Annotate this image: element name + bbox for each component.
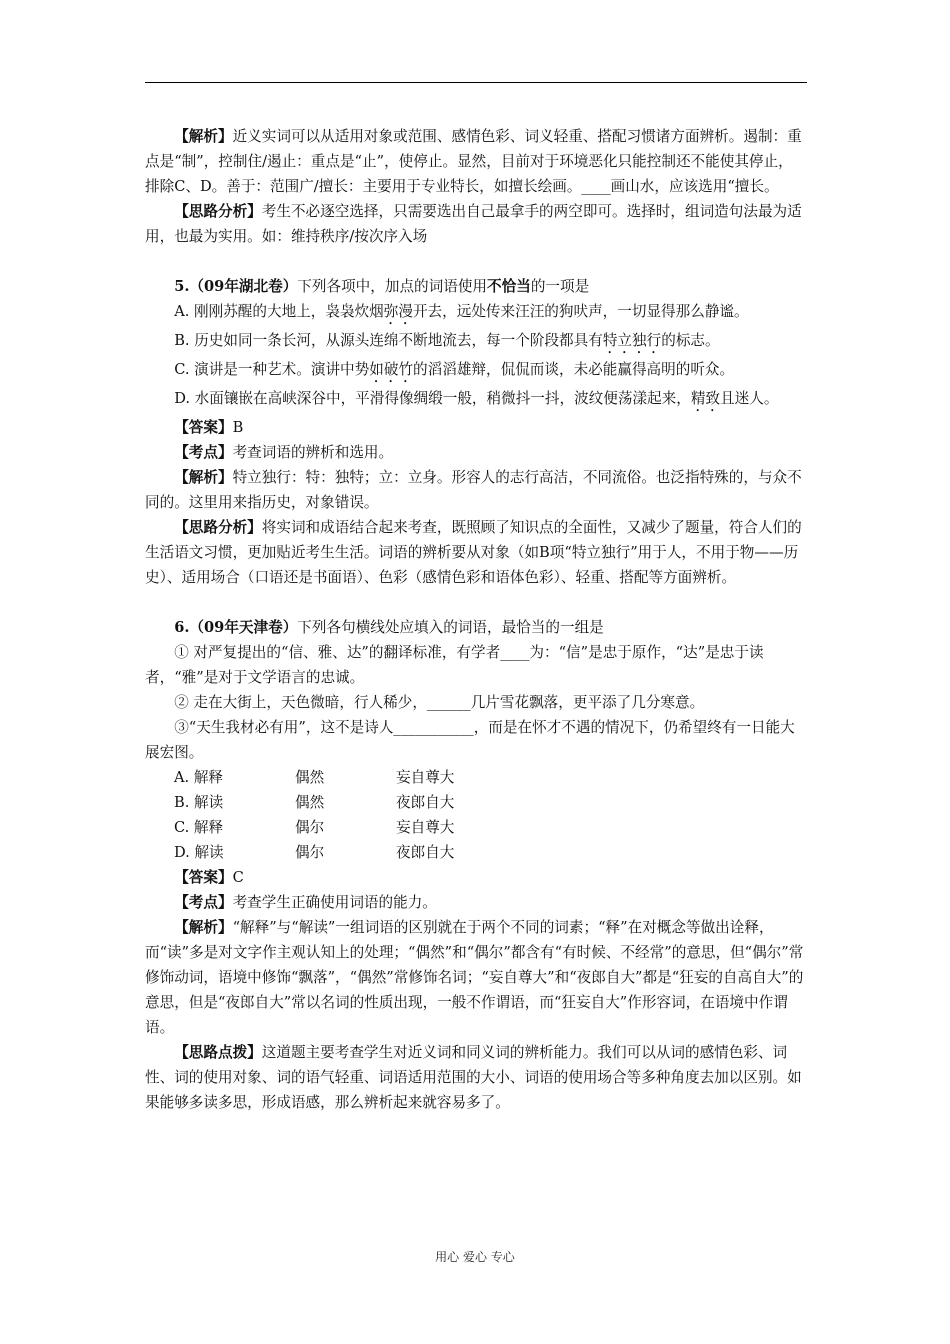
dotted-word: 如破竹 (369, 361, 414, 378)
thinking-text: 考生不必逐空选择，只需要选出自己最拿手的两空即可。选择时，组词造句法最为适用，也最为实用。如：维持秩序/按次序入场 (145, 203, 802, 245)
q6-option-row (145, 840, 807, 865)
q5-stem (145, 274, 807, 299)
option-text: A. 刚刚苏醒的大地上，袅袅炊烟 (174, 303, 384, 320)
q5-option-a (145, 299, 807, 328)
thinking-paragraph (145, 199, 807, 249)
q6-number: 6.（09年天津卷） (174, 619, 298, 636)
answer-value: C (232, 869, 244, 886)
option-text: C. 演讲是一种艺术。演讲中势 (174, 361, 370, 378)
q5-stem-a: 下列各项中，加点的词语使用 (297, 278, 488, 295)
option-text: 且迷人。 (720, 390, 779, 407)
analysis-paragraph (145, 124, 807, 199)
option-word-1: D. 解读 (174, 844, 224, 861)
q6-option-row (145, 765, 807, 790)
analysis-label: 【解析】 (174, 469, 233, 486)
q6-sentence-2: ② 走在大街上，天色微暗，行人稀少，______几片雪花飘落，更平添了几分寒意。 (174, 694, 705, 711)
page-footer: 用心 爱心 专心 (435, 1250, 515, 1264)
analysis-text: 特立独行：特：独特；立：立身。形容人的志行高洁，不同流俗。也泛指特殊的，与众不同的。这里用来指历史，对象错误。 (145, 469, 802, 511)
q6-sentence-3: ③“天生我材必有用”，这不是诗人___________，而是在怀才不遇的情况下，仍希望终有一日能大展宏图。 (145, 719, 795, 761)
option-word-2: 偶尔 (295, 844, 325, 861)
option-word-2: 偶然 (295, 794, 325, 811)
q5-stem-emphasis: 不恰当 (487, 278, 531, 295)
point-text: 考查词语的辨析和选用。 (232, 444, 394, 461)
dotted-word: 精致 (690, 390, 721, 407)
q5-number: 5.（09年湖北卷） (174, 278, 298, 295)
option-word-1: A. 解释 (174, 769, 224, 786)
analysis-text: “解释”与“解读”一组词语的区别就在于两个不同的词素；“释”在对概念等做出诠释，而“读”多是对文字作主观认知上的处理；“偶然”和“偶尔”都含有“有时候、不经常”的意思，但“偶尔”常修饰动词，语境中修饰“飘落”，“偶然”常修饰名词；“妄自尊大”和“夜郎自大”都是“狂妄的自高自大”的意思，但是“夜郎自大”常以名词的性质出现，一般不作谓语，而“狂妄自大”作形容词，在语境中作谓语。 (145, 919, 804, 1036)
q6-tip (145, 1040, 807, 1115)
option-word-3: 夜郎自大 (396, 844, 455, 861)
point-text: 考查学生正确使用词语的能力。 (232, 894, 437, 911)
answer-value: B (232, 419, 244, 436)
option-word-3: 妄自尊大 (396, 819, 455, 836)
tip-text: 这道题主要考查学生对近义词和同义词的辨析能力。我们可以从词的感情色彩、词性、词的使用对象、词的语气轻重、词语适用范围的大小、词语的使用场合等多种角度去加以区别。如果能够多读多思，形成语感，那么辨析起来就容易多了。 (145, 1044, 802, 1111)
option-word-3: 夜郎自大 (396, 794, 455, 811)
q5-option-c (145, 357, 807, 386)
q5-point (145, 440, 807, 465)
option-word-1: C. 解释 (174, 819, 224, 836)
q5-option-d (145, 386, 807, 415)
thinking-text: 将实词和成语结合起来考查，既照顾了知识点的全面性，又减少了题量，符合人们的生活语文习惯，更加贴近考生生活。词语的辨析要从对象（如B项“特立独行”用于人，不用于物——历史）、适用场合（口语还是书面语）、色彩（感情色彩和语体色彩）、轻重、搭配等方面辨析。 (145, 519, 802, 586)
q6-option-row (145, 790, 807, 815)
dotted-word: 特立独行 (602, 332, 662, 349)
q6-stem-text: 下列各句横线处应填入的词语，最恰当的一组是 (297, 619, 604, 636)
option-text: B. 历史如同一条长河，从源头连绵不断地流去，每一个阶段都具有 (174, 332, 603, 349)
point-label: 【考点】 (174, 444, 233, 461)
q6-sentence-1: ① 对严复提出的“信、雅、达”的翻译标准，有学者____为：“信”是忠于原作，“达”是忠于读者，“雅”是对于文学语言的忠诚。 (145, 644, 764, 686)
point-label: 【考点】 (174, 894, 233, 911)
answer-label: 【答案】 (174, 869, 233, 886)
thinking-label: 【思路分析】 (174, 203, 262, 220)
dotted-word: 弥漫 (383, 303, 413, 320)
option-word-1: B. 解读 (174, 794, 224, 811)
option-word-2: 偶尔 (295, 819, 325, 836)
option-word-2: 偶然 (295, 769, 325, 786)
q5-stem-c: 的一项是 (530, 278, 590, 295)
q6-analysis (145, 915, 807, 1040)
q5-thinking (145, 515, 807, 590)
option-text: 的滔滔雄辩，侃侃而谈，未必能赢得高明的听众。 (413, 361, 735, 378)
analysis-label: 【解析】 (174, 919, 233, 936)
q6-option-row (145, 815, 807, 840)
q5-analysis (145, 465, 807, 515)
option-word-3: 妄自尊大 (396, 769, 455, 786)
q6-point (145, 890, 807, 915)
tip-label: 【思路点拨】 (174, 1044, 262, 1061)
document-body (145, 124, 807, 1115)
analysis-text: 近义实词可以从适用对象或范围、感情色彩、词义轻重、搭配习惯诸方面辨析。遏制：重点是“制”，控制住/遏止：重点是“止”，使停止。显然，目前对于环境恶化只能控制还不能使其停止，排除C、D。善于：范围广/擅长：主要用于专业特长，如擅长绘画。____画山水，应该选用“擅长。 (145, 128, 802, 195)
q6-stem (145, 615, 807, 640)
q5-option-b (145, 328, 807, 357)
option-text: 开去，远处传来汪汪的狗吠声，一切显得那么静谧。 (412, 303, 749, 320)
header-rule (145, 82, 807, 83)
thinking-label: 【思路分析】 (174, 519, 262, 536)
q5-answer (145, 415, 807, 440)
option-text: 的标志。 (661, 332, 720, 349)
answer-label: 【答案】 (174, 419, 233, 436)
option-text: D. 水面镶嵌在高峡深谷中，平滑得像绸缎一般，稍微抖一抖，波纹便荡漾起来， (174, 390, 691, 407)
analysis-label: 【解析】 (174, 128, 233, 145)
q6-answer (145, 865, 807, 890)
